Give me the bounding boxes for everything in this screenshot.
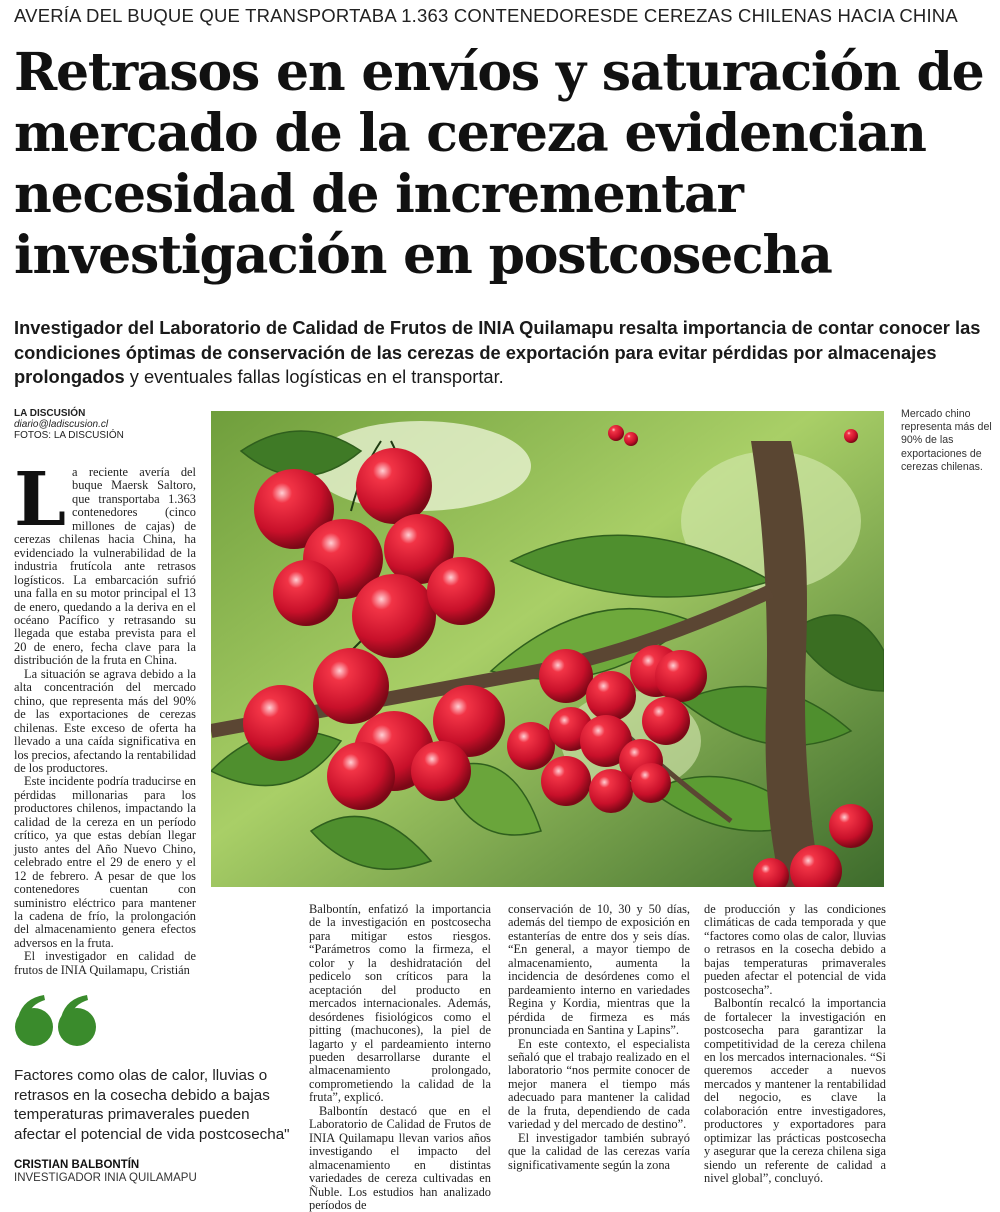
byline-photos: FOTOS: LA DISCUSIÓN <box>14 430 124 441</box>
headline-line: mercado de la cereza evidencian <box>14 103 926 164</box>
paragraph: En este contexto, el especialista señaló que el trabajo realizado en el laboratorio “nos permite conocer de mejor manera el tiempo más adecuado para mantener la calidad de la fruta, dependiendo de cada variedad y del mercado de destino”. <box>508 1036 690 1132</box>
article-column-1 <box>14 457 196 977</box>
article-column-3 <box>508 903 690 1172</box>
lead-paragraph <box>14 316 989 390</box>
kicker: AVERÍA DEL BUQUE QUE TRANSPORTABA 1.363 CONTENEDORESDE CEREZAS CHILENAS HACIA CHINA <box>14 5 958 26</box>
article-column-2 <box>309 903 491 1212</box>
headline-line: investigación en postcosecha <box>14 225 832 286</box>
pull-quote-name: CRISTIAN BALBONTÍN <box>14 1159 140 1171</box>
pull-quote-text: Factores como olas de calor, lluvias o retrasos en la cosecha debido a bajas temperaturas primaverales pueden afectar el potencial de vida postcosecha" <box>14 1067 290 1143</box>
dropcap: L <box>14 457 67 543</box>
headline-line: Retrasos en envíos y saturación de <box>14 42 984 103</box>
headline <box>14 42 994 286</box>
pull-quote-role: INVESTIGADOR INIA QUILAMAPU <box>14 1172 197 1184</box>
byline <box>14 408 204 441</box>
paragraph: La situación se agrava debido a la alta concentración del mercado chino, que representa más del 90% de las exportaciones de cerezas chilenas. Este exceso de oferta ha llevado a una caída significativa en los precios, afectando la rentabilidad de los productores. <box>14 666 196 775</box>
cherry-tree-photo <box>211 411 884 887</box>
byline-source: LA DISCUSIÓN <box>14 408 86 419</box>
paragraph: Balbontín, enfatizó la importancia de la investigación en postcosecha para mitigar estos riesgos. “Parámetros como la firmeza, el color y la deshidratación del pedicelo son críticos para la aceptación del producto en mercados internacionales. Además, desórdenes fisiológicos como el pitting (machucones), la piel de lagarto y el pardeamiento interno pueden desarrollarse durante el almacenamiento prolongado, comprometiendo la calidad de la fruta”, explicó. <box>309 902 491 1105</box>
article-photo <box>211 411 884 887</box>
paragraph: El investigador en calidad de frutos de INIA Quilamapu, Cristián <box>14 949 196 977</box>
paragraph: El investigador también subrayó que la calidad de las cerezas varía significativamente según la zona <box>508 1130 690 1172</box>
paragraph: Este incidente podría traducirse en pérdidas millonarias para los productores chilenos, impactando la calidad de la cereza en un período crítico, ya que estas debían llegar justo antes del Año Nuevo Chino, celebrado entre el 29 de enero y el 12 de febrero. A pesar de que los contenedores cuentan con suministro eléctrico para mantener la cadena de frío, la prolongación del almacenamiento genera efectos adversos en la fruta. <box>14 774 196 950</box>
headline-line: necesidad de incrementar <box>14 164 743 225</box>
paragraph: Balbontín destacó que en el Laboratorio de Calidad de Frutos de INIA Quilamapu llevan varios años investigando el impacto del almacenamiento en distintas variedades de cereza cultivadas en Ñuble. Los estudios han analizado períodos de <box>309 1103 491 1212</box>
paragraph: Balbontín recalcó la importancia de fortalecer la investigación en postcosecha para garantizar la competitividad de la cereza chilena en los mercados internacionales. “Si queremos acceder a nuevos mercados y mantener la rentabilidad del negocio, es clave la colaboración entre investigadores, productores y exportadores para optimizar las prácticas postcosecha y asegurar que la cereza chilena siga siendo un referente de calidad a nivel global”, concluyó. <box>704 996 886 1186</box>
quote-marks-icon <box>14 995 100 1049</box>
lead-regular: y eventuales fallas logísticas en el transportar. <box>124 366 504 387</box>
paragraph: a reciente avería del buque Maersk Saltoro, que transportaba 1.363 contenedores (cinco millones de cajas) de cerezas chilenas hacia China, ha evidenciado la vulnerabilidad de la industria frutícola ante retrasos logísticos. La embarcación sufrió una falla en su motor principal el 13 de enero, quedando a la deriva en el océano Pacífico y retrasando su llegada que estaba prevista para el 20 de enero, fecha clave para la distribución de la fruta en China. <box>14 465 196 668</box>
paragraph: de producción y las condiciones climáticas de cada temporada y que “factores como olas de calor, lluvias o retrasos en la cosecha debido a bajas temperaturas primaverales pueden afectar el potencial de vida postcosecha”. <box>704 902 886 997</box>
lead-bold: Investigador del Laboratorio de Calidad de Frutos de INIA Quilamapu resalta importancia de contar conocer las condiciones óptimas de conservación de las cerezas de exportación para evitar pérdidas por almacenajes prolongados <box>14 317 981 387</box>
byline-email: diario@ladiscusion.cl <box>14 419 109 430</box>
article-column-4 <box>704 903 886 1186</box>
photo-caption: Mercado chino representa más del 90% de las exportaciones de cerezas chilenas. <box>901 408 992 473</box>
paragraph: conservación de 10, 30 y 50 días, además del tiempo de exposición en estanterías de entre dos y seis días. “En general, a mayor tiempo de almacenamiento, aumenta la incidencia de desórdenes como el pardeamiento interno en variedades Regina y Kordia, mientras que la pérdida de firmeza es más pronunciada en Santina y Lapins”. <box>508 902 690 1038</box>
